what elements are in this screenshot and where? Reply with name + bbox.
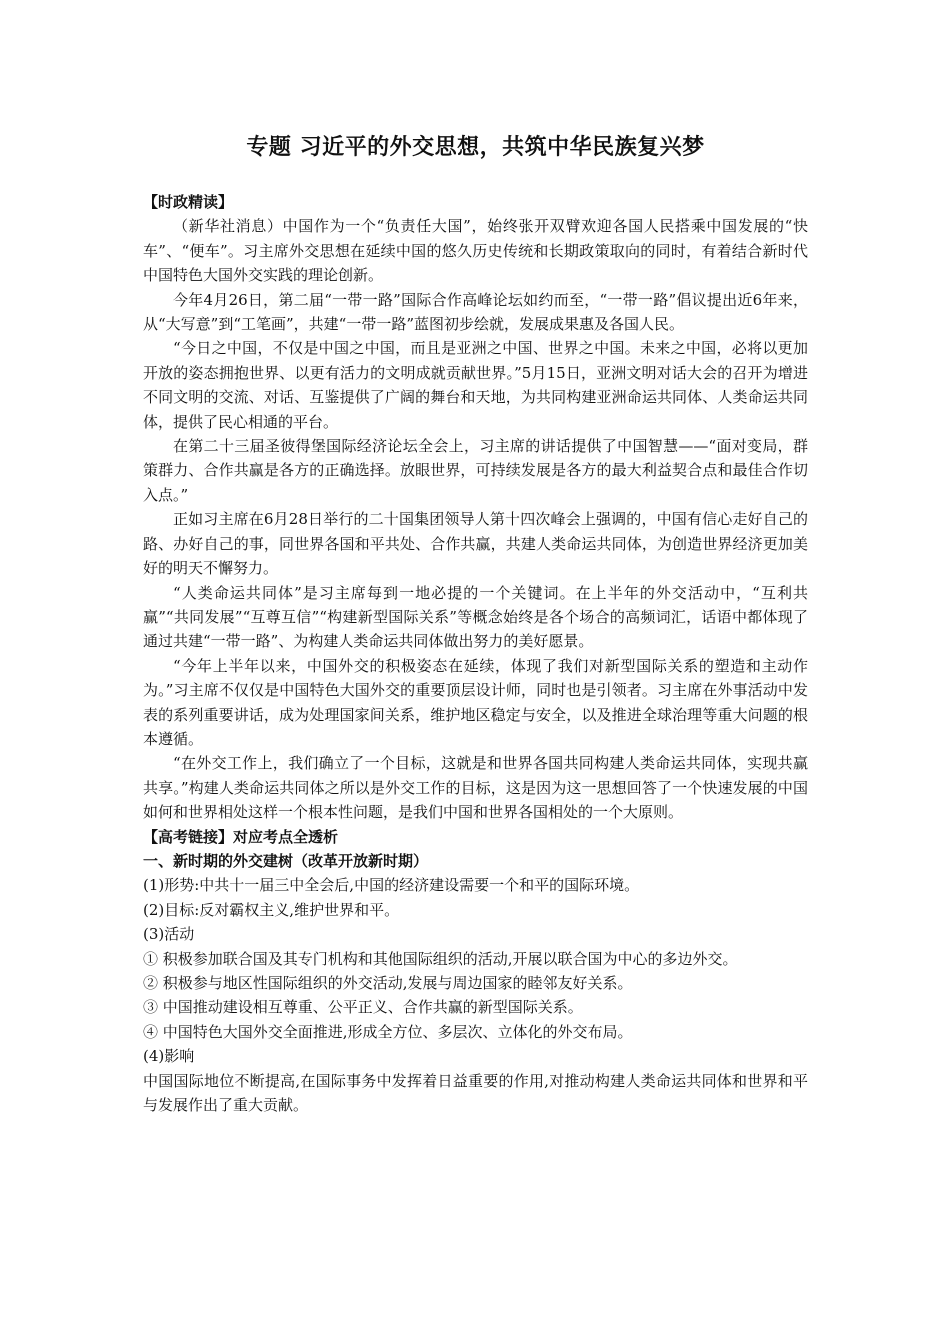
list-item: ① 积极参加联合国及其专门机构和其他国际组织的活动,开展以联合国为中心的多边外交。 <box>143 949 738 968</box>
list-item: ② 积极参与地区性国际组织的外交活动,发展与周边国家的睦邻友好关系。 <box>143 974 633 992</box>
news-paragraph: “人类命运共同体”是习主席每到一地必提的一个关键词。在上半年的外交活动中，“互利共赢”“共同发展”“互尊互信”“构建新型国际关系”等概念始终是各个场合的高频词汇，话语中都体现了通过共建“一带一路”、为构建人类命运共同体做出努力的美好愿景。 <box>143 583 808 651</box>
list-item: ③ 中国推动建设相互尊重、公平正义、合作共赢的新型国际关系。 <box>143 998 583 1017</box>
news-paragraph: （新华社消息）中国作为一个“负责任大国”，始终张开双臂欢迎各国人民搭乘中国发展的“快车”、“便车”。习主席外交思想在延续中国的悠久历史传统和长期政策取向的同时，有着结合新时代中国特色大国外交实践的理论创新。 <box>143 217 808 285</box>
point-situation: (1)形势:中共十一届三中全会后,中国的经济建设需要一个和平的国际环境。 <box>143 876 640 895</box>
subsection-heading: 一、新时期的外交建树（改革开放新时期） <box>143 851 429 870</box>
document-page <box>143 128 808 1117</box>
point-goal: (2)目标:反对霸权主义,维护世界和平。 <box>143 900 400 919</box>
document-title: 专题 习近平的外交思想，共筑中华民族复兴梦 <box>246 135 705 160</box>
news-paragraph: 今年4月26日，第二届“一带一路”国际合作高峰论坛如约而至，“一带一路”倡议提出近6年来，从“大写意”到“工笔画”，共建“一带一路”蓝图初步绘就，发展成果惠及各国人民。 <box>143 290 808 334</box>
section-heading-news: 【时政精读】 <box>143 193 234 211</box>
list-item: ④ 中国特色大国外交全面推进,形成全方位、多层次、立体化的外交布局。 <box>143 1022 633 1041</box>
point-impact: (4)影响 <box>143 1047 195 1066</box>
news-paragraph: 在第二十三届圣彼得堡国际经济论坛全会上，习主席的讲话提供了中国智慧——“面对变局，群策群力、合作共赢是各方的正确选择。放眼世界，可持续发展是各方的最大利益契合点和最佳合作切入点。” <box>143 437 808 504</box>
news-paragraph: “在外交工作上，我们确立了一个目标，这就是和世界各国共同构建人类命运共同体，实现共赢共享。”构建人类命运共同体之所以是外交工作的目标，这是因为这一思想回答了一个快速发展的中国如何和世界相处这样一个根本性问题，是我们中国和世界各国相处的一个大原则。 <box>143 754 808 822</box>
activities-list <box>143 947 808 1045</box>
impact-text: 中国国际地位不断提高,在国际事务中发挥着日益重要的作用,对推动构建人类命运共同体和世界和平与发展作出了重大贡献。 <box>143 1071 808 1115</box>
news-paragraph: “今日之中国，不仅是中国之中国，而且是亚洲之中国、世界之中国。未来之中国，必将以更加开放的姿态拥抱世界、以更有活力的文明成就贡献世界。”5月15日，亚洲文明对话大会的召开为增进不同文明的交流、对话、互鉴提供了广阔的舞台和天地，为共同构建亚洲命运共同体、人类命运共同体，提供了民心相通的平台。 <box>143 339 808 431</box>
news-paragraph: 正如习主席在6月28日举行的二十国集团领导人第十四次峰会上强调的，中国有信心走好自己的路、办好自己的事，同世界各国和平共处、合作共赢，共建人类命运共同体，为创造世界经济更加美好的明天不懈努力。 <box>143 510 808 578</box>
point-activities: (3)活动 <box>143 925 195 944</box>
section-heading-exam: 【高考链接】对应考点全透析 <box>143 827 339 846</box>
news-paragraph: “今年上半年以来，中国外交的积极姿态在延续，体现了我们对新型国际关系的塑造和主动作为。”习主席不仅仅是中国特色大国外交的重要顶层设计师，同时也是引领者。习主席在外事活动中发表的系列重要讲话，成为处理国家间关系，维护地区稳定与安全，以及推进全球治理等重大问题的根本遵循。 <box>143 656 808 748</box>
